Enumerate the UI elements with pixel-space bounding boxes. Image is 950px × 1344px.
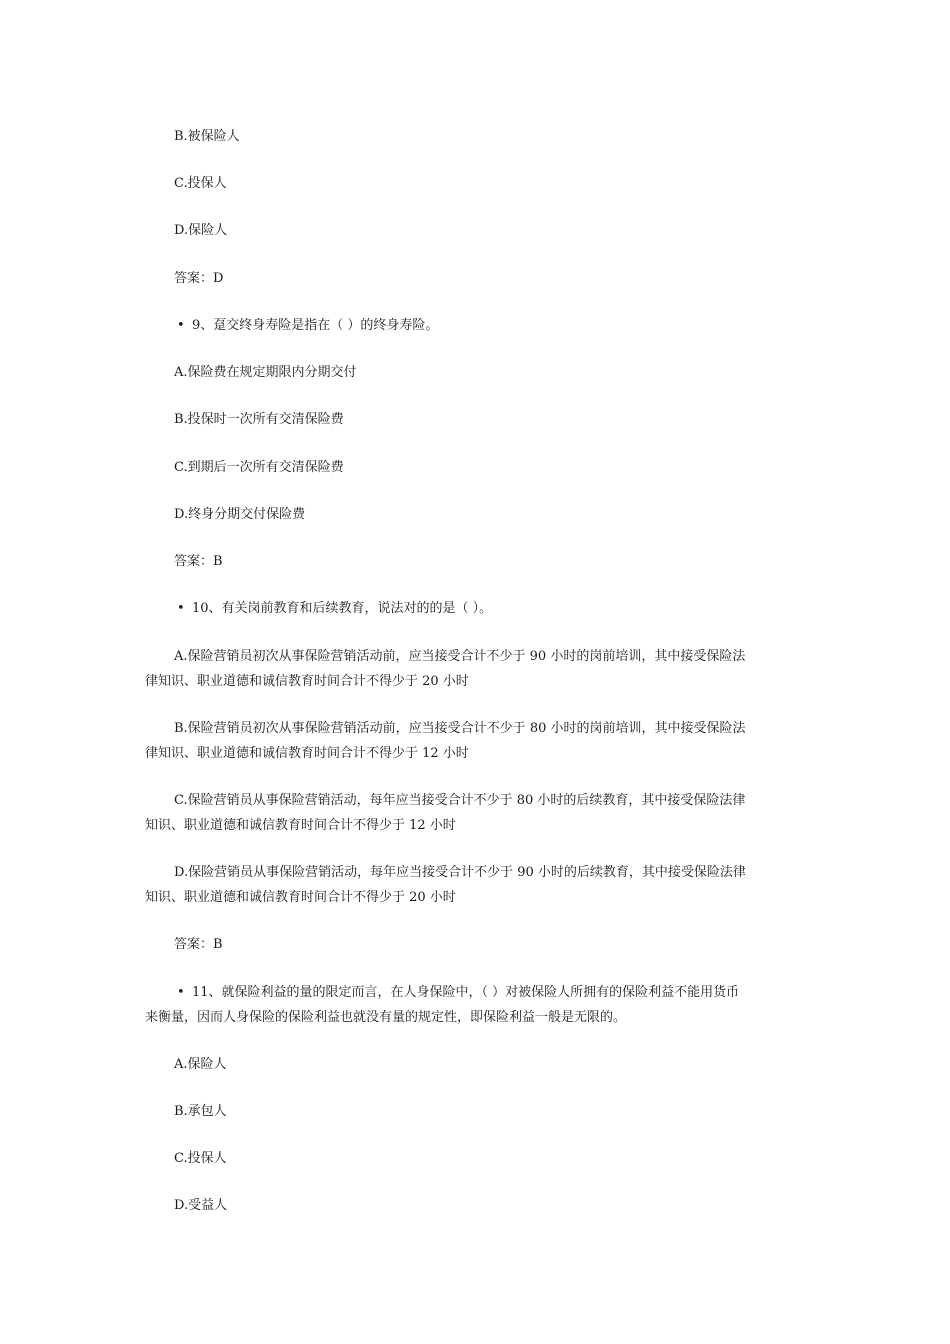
bullet-icon: • xyxy=(177,601,185,616)
q8-option-d: D.保险人 xyxy=(174,223,228,238)
q10-option-c-line2: 知识、职业道德和诚信教育时间合计不得少于 12 小时 xyxy=(145,818,456,833)
q10-option-a-line2: 律知识、职业道德和诚信教育时间合计不得少于 20 小时 xyxy=(145,674,469,689)
q10-question xyxy=(177,599,492,619)
q8-option-c: C.投保人 xyxy=(174,176,227,191)
bullet-icon: • xyxy=(177,318,185,333)
q10-answer: 答案：B xyxy=(174,937,223,952)
q10-option-b-line1: B.保险营销员初次从事保险营销活动前，应当接受合计不少于 80 小时的岗前培训，其中接受保险法 xyxy=(174,721,746,736)
q10-option-d-line1: D.保险营销员从事保险营销活动，每年应当接受合计不少于 90 小时的后续教育，其中接受保险法律 xyxy=(174,865,746,880)
q9-option-d: D.终身分期交付保险费 xyxy=(174,507,306,522)
q10-option-d-line2: 知识、职业道德和诚信教育时间合计不得少于 20 小时 xyxy=(145,890,456,905)
q10-option-a-line1: A.保险营销员初次从事保险营销活动前，应当接受合计不少于 90 小时的岗前培训，其中接受保险法 xyxy=(174,649,746,664)
q9-option-b: B.投保时一次所有交清保险费 xyxy=(174,412,344,427)
q11-text-line2: 来衡量，因而人身保险的保险利益也就没有量的规定性，即保险利益一般是无限的。 xyxy=(145,1010,627,1025)
q11-option-a: A.保险人 xyxy=(174,1057,227,1072)
q10-option-c-line1: C.保险营销员从事保险营销活动，每年应当接受合计不少于 80 小时的后续教育，其中接受保险法律 xyxy=(174,793,746,808)
q9-option-a: A.保险费在规定期限内分期交付 xyxy=(174,365,357,380)
q10-text: 10、有关岗前教育和后续教育，说法对的的是（ ）。 xyxy=(192,601,493,616)
q9-answer: 答案：B xyxy=(174,554,223,569)
bullet-icon: • xyxy=(177,985,185,1000)
q11-question-line1 xyxy=(177,983,739,1003)
q11-option-d: D.受益人 xyxy=(174,1198,228,1213)
q9-question xyxy=(177,316,438,336)
q11-text-line1: 11、就保险利益的量的限定而言，在人身保险中，（ ）对被保险人所拥有的保险利益不能用货币 xyxy=(192,985,740,1000)
q11-option-c: C.投保人 xyxy=(174,1151,227,1166)
q9-text: 9、趸交终身寿险是指在（ ）的终身寿险。 xyxy=(192,318,439,333)
q8-option-b: B.被保险人 xyxy=(174,129,240,144)
q10-option-b-line2: 律知识、职业道德和诚信教育时间合计不得少于 12 小时 xyxy=(145,746,469,761)
q11-option-b: B.承包人 xyxy=(174,1104,227,1119)
q8-answer: 答案：D xyxy=(174,271,224,286)
q9-option-c: C.到期后一次所有交清保险费 xyxy=(174,460,344,475)
